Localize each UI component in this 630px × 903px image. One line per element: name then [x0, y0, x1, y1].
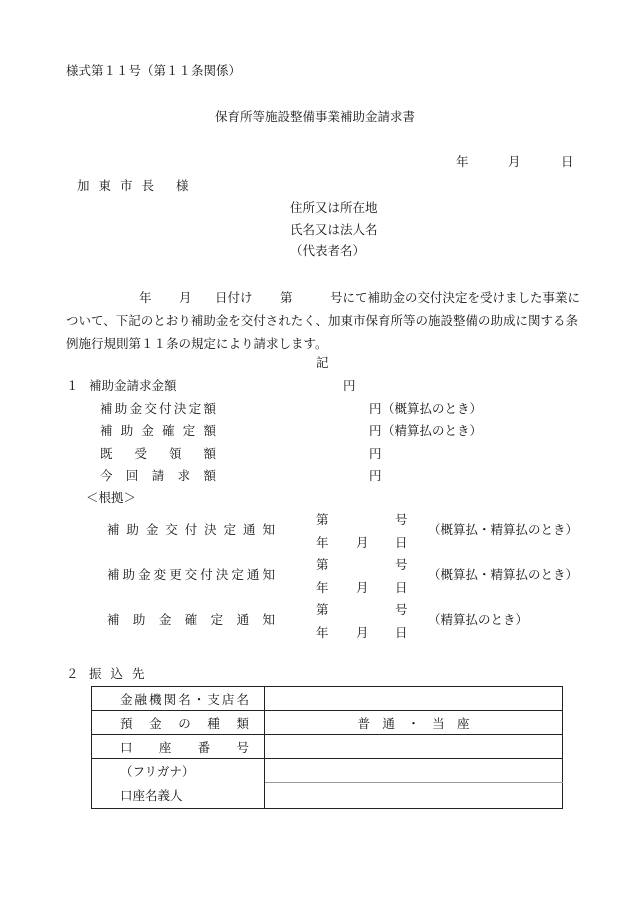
amount-label-received: 既受領額 [100, 446, 216, 461]
applicant-name-label: 氏名又は法人名 [290, 222, 378, 237]
basis-label-change: 補助金変更交付決定通知 [107, 567, 275, 582]
basis-label-decision: 補助金交付決定通知 [107, 522, 275, 537]
basis-note-change: （概算払・精算払のとき） [428, 567, 579, 582]
addressee-name: 加東市長 [77, 178, 164, 193]
basis-month-decision: 月 [356, 535, 369, 550]
basis-year-decision: 年 [316, 535, 329, 550]
body-line1-rest: 号にて補助金の交付決定を受けました事業に [330, 290, 581, 305]
basis-label-confirmed: 補助金確定通知 [107, 612, 275, 627]
furigana-label: （フリガナ） [120, 764, 195, 779]
bank-name-label: 金融機関名・支店名 [120, 691, 249, 707]
basis-day-confirmed: 日 [395, 625, 408, 640]
basis-dai-decision: 第 [316, 512, 329, 527]
bank-account-table [91, 686, 563, 809]
basis-go-confirmed: 号 [395, 602, 408, 617]
body-dated: 日付け [215, 290, 253, 305]
document-title: 保育所等施設整備事業補助金請求書 [214, 109, 416, 124]
section1-yen: 円 [343, 378, 356, 393]
basis-dai-confirmed: 第 [316, 602, 329, 617]
amount-yen-current: 円 [369, 468, 382, 483]
basis-day-change: 日 [395, 580, 408, 595]
section2-number: ２ [66, 666, 79, 681]
amount-note-confirmed: （精算払のとき） [382, 423, 483, 438]
amount-note-decision: （概算払のとき） [382, 401, 483, 416]
deposit-type-label-cell [92, 711, 265, 735]
deposit-type-separator: ・ [407, 715, 420, 731]
amount-label-current: 今回請求額 [100, 468, 216, 483]
deposit-type-char: 普 [357, 715, 371, 731]
basis-day-decision: 日 [395, 535, 408, 550]
account-holder-label-cell [92, 759, 265, 809]
section2-title: 振込先 [89, 666, 154, 681]
deposit-type-char: 当 [432, 715, 445, 731]
bank-name-label-cell [92, 687, 265, 711]
basis-year-change: 年 [316, 580, 329, 595]
basis-note-confirmed: （精算払のとき） [428, 612, 529, 627]
account-number-value[interactable] [265, 735, 563, 759]
body-month: 月 [179, 290, 192, 305]
account-holder-label: 口座名義人 [120, 788, 183, 803]
basis-heading: ＜根拠＞ [86, 490, 137, 505]
deposit-type-char: 通 [382, 715, 395, 731]
basis-note-decision: （概算払・精算払のとき） [428, 522, 579, 537]
body-line3: 例施行規則第１１条の規定により請求します。 [66, 336, 328, 351]
amount-yen-received: 円 [369, 446, 382, 461]
basis-month-change: 月 [356, 580, 369, 595]
basis-month-confirmed: 月 [356, 625, 369, 640]
ki-heading: 記 [316, 355, 329, 370]
deposit-type-label: 預金の種類 [120, 715, 249, 731]
form-number: 様式第１１号（第１１条関係） [66, 63, 242, 78]
basis-go-decision: 号 [395, 512, 408, 527]
body-year: 年 [139, 290, 152, 305]
basis-dai-change: 第 [316, 557, 329, 572]
basis-year-confirmed: 年 [316, 625, 329, 640]
deposit-type-row [92, 711, 563, 735]
amount-yen-confirmed: 円 [369, 423, 382, 438]
account-number-label: 口座番号 [120, 739, 249, 755]
bank-name-row [92, 687, 563, 711]
bank-name-value[interactable] [265, 687, 563, 711]
section1-title: 補助金請求金額 [89, 378, 177, 393]
amount-yen-decision: 円 [369, 401, 382, 416]
date-day: 日 [561, 154, 574, 169]
account-number-label-cell [92, 735, 265, 759]
deposit-type-char: 座 [456, 715, 470, 731]
basis-go-change: 号 [395, 557, 408, 572]
date-month: 月 [508, 154, 521, 169]
account-holder-row [92, 759, 563, 783]
body-line2: ついて、下記のとおり補助金を交付されたく、加東市保育所等の施設整備の助成に関する条 [66, 313, 579, 328]
section1-number: １ [66, 378, 79, 393]
body-dai: 第 [280, 290, 293, 305]
date-year: 年 [456, 154, 469, 169]
addressee-honorific: 様 [176, 178, 189, 193]
applicant-address-label: 住所又は所在地 [290, 200, 378, 215]
account-holder-value[interactable] [265, 783, 563, 809]
furigana-value[interactable] [265, 759, 563, 783]
deposit-type-value[interactable] [265, 711, 563, 735]
applicant-representative-label: （代表者名） [290, 243, 366, 258]
amount-label-decision: 補助金交付決定額 [100, 401, 216, 416]
amount-label-confirmed: 補助金確定額 [100, 423, 216, 438]
account-number-row [92, 735, 563, 759]
